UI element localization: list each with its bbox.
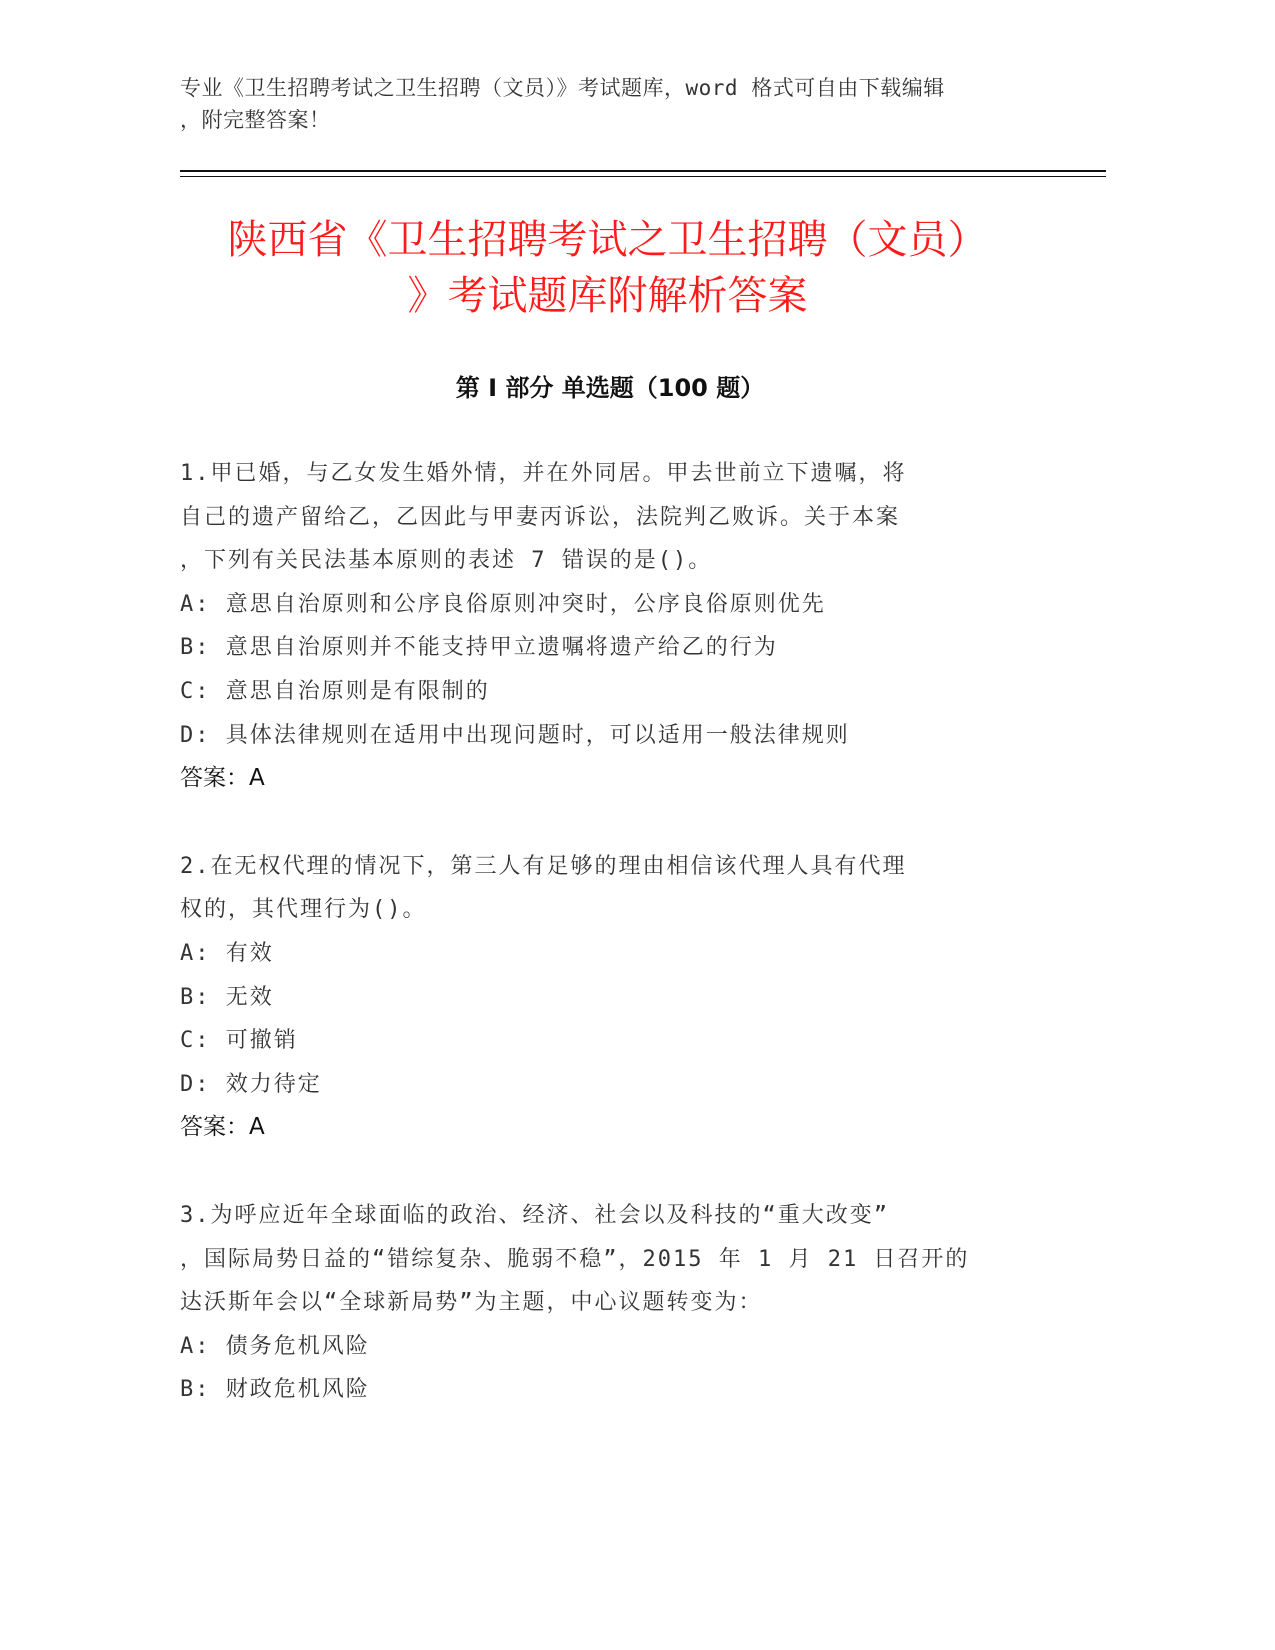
question-text-line: 达沃斯年会以“全球新局势”为主题，中心议题转变为：: [180, 1290, 763, 1316]
option-d: D: 具体法律规则在适用中出现问题时，可以适用一般法律规则: [180, 722, 850, 748]
question-list: [180, 452, 1070, 1456]
question-text-line: ，国际局势日益的“错综复杂、脆弱不稳”，2015 年 1 月 21 日召开的: [180, 1246, 970, 1272]
option-a: A: 有效: [180, 940, 274, 966]
question-text-line: 2.在无权代理的情况下，第三人有足够的理由相信该代理人具有代理: [180, 853, 907, 879]
answer-label: 答案：A: [180, 1114, 265, 1141]
option-a: A: 债务危机风险: [180, 1333, 370, 1359]
question-text-line: 自己的遗产留给乙，乙因此与甲妻丙诉讼，法院判乙败诉。关于本案: [180, 504, 901, 530]
header-note-line: ，附完整答案！: [180, 108, 331, 132]
question-text-line: 3.为呼应近年全球面临的政治、经济、社会以及科技的“重大改变”: [180, 1202, 889, 1228]
section-heading: 第 I 部分 单选题（100 题）: [455, 374, 765, 402]
document-title: [150, 212, 1065, 324]
header-note: [180, 72, 1040, 136]
title-line: 陕西省《卫生招聘考试之卫生招聘（文员）: [227, 217, 988, 263]
option-c: C: 可撤销: [180, 1028, 298, 1054]
question-2: [180, 845, 1070, 1150]
header-note-line: 专业《卫生招聘考试之卫生招聘（文员）》考试题库，word 格式可自由下载编辑: [180, 76, 945, 100]
header-divider-thick: [180, 170, 1106, 172]
question-1: [180, 452, 1070, 801]
question-text-line: 1.甲已婚，与乙女发生婚外情，并在外同居。甲去世前立下遗嘱，将: [180, 461, 907, 486]
option-b: B: 无效: [180, 984, 274, 1010]
header-divider-thin: [180, 176, 1106, 177]
question-3: [180, 1194, 1070, 1412]
option-b: B: 意思自治原则并不能支持甲立遗嘱将遗产给乙的行为: [180, 635, 778, 661]
question-text-line: ，下列有关民法基本原则的表述 7 错误的是()。: [180, 548, 713, 574]
option-d: D: 效力待定: [180, 1071, 322, 1097]
question-text-line: 权的，其代理行为()。: [180, 897, 427, 923]
option-c: C: 意思自治原则是有限制的: [180, 678, 490, 704]
title-line: 》考试题库附解析答案: [407, 273, 808, 319]
option-b: B: 财政危机风险: [180, 1377, 370, 1403]
answer-label: 答案：A: [180, 765, 265, 792]
option-a: A: 意思自治原则和公序良俗原则冲突时，公序良俗原则优先: [180, 591, 826, 617]
